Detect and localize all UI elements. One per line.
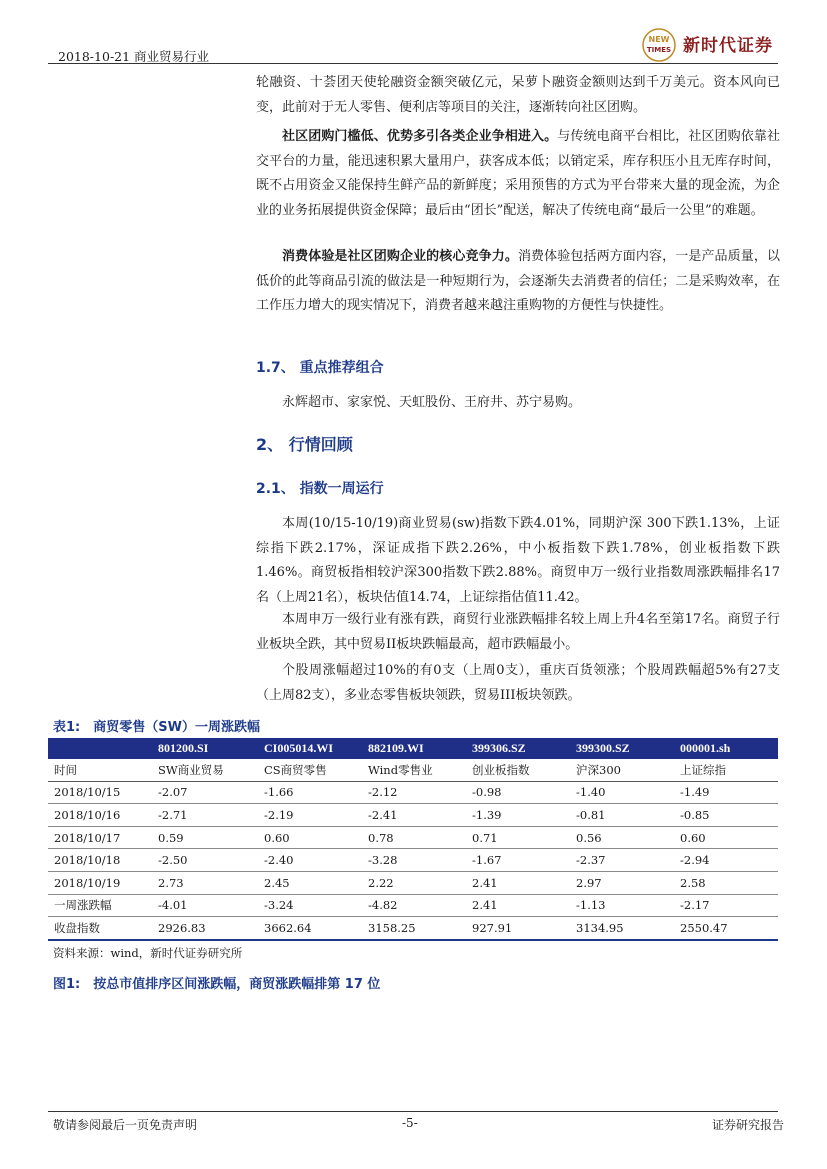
table-header-cell: 882109.WI — [362, 738, 466, 759]
figure-caption: 图1: 按总市值排序区间涨跌幅，商贸涨跌幅排第 17 位 — [53, 977, 381, 992]
table-cell: -2.12 — [362, 781, 466, 804]
table-header-row — [48, 738, 778, 759]
weekly-change-table — [48, 738, 778, 941]
table-cell: 2018/10/16 — [48, 804, 152, 827]
table-cell: 3662.64 — [258, 917, 362, 940]
table-cell: 2.58 — [674, 871, 778, 894]
paragraph-body: 消费体验包括两方面内容，一是产品质量，以低价的此等商品引流的做法是一种短期行为，会逐渐失去消费者的信任；二是采购效率，在工作压力增大的现实情况下，消费者越来越注重购物的方便性与快捷性。 — [256, 249, 780, 313]
table-cell: -1.66 — [258, 781, 362, 804]
paragraph-funding: 轮融资、十荟团天使轮融资金额突破亿元，呆萝卜融资金额则达到千万美元。资本风向已变，此前对于无人零售、便利店等项目的关注，逐渐转向社区团购。 — [256, 75, 780, 115]
table-cell: -0.98 — [466, 781, 570, 804]
table-cell: 2.73 — [152, 871, 258, 894]
table-cell: 上证综指 — [674, 759, 778, 781]
table-cell: 创业板指数 — [466, 759, 570, 781]
page-number: -5- — [402, 1116, 418, 1130]
table-cell: -2.37 — [570, 849, 674, 872]
table-cell: Wind零售业 — [362, 759, 466, 781]
table-header-cell: CI005014.WI — [258, 738, 362, 759]
table-row — [48, 917, 778, 940]
footer-divider — [48, 1111, 778, 1112]
paragraph-industry-ranking: 本周申万一级行业有涨有跌，商贸行业涨跌幅排名较上周上升4名至第17名。商贸子行业板块全跌，其中贸易II板块跌幅最高，超市跌幅最小。 — [256, 612, 780, 652]
company-logo-name: 新时代证券 — [683, 36, 773, 56]
table-cell: 沪深300 — [570, 759, 674, 781]
table-cell: 2018/10/18 — [48, 849, 152, 872]
table-cell: -1.49 — [674, 781, 778, 804]
header-date-industry: 2018-10-21 商业贸易行业 — [58, 49, 210, 64]
table-cell: -4.82 — [362, 894, 466, 917]
table-header-cell: 399300.SZ — [570, 738, 674, 759]
paragraph-index-weekly: 本周(10/15-10/19)商业贸易(sw)指数下跌4.01%，同期沪深 300下跌1.13%，上证综指下跌2.17%，深证成指下跌2.26%，中小板指数下跌1.78%，创业板指数下跌1.46%。商贸板指相较沪深300指数下跌2.88%。商贸申万一级行业指数周涨跌幅排名17名（上周21名），板块估值14.74，上证综指估值11.42。 — [256, 516, 780, 605]
company-logo-icon — [642, 28, 676, 62]
table-source-note: 资料来源：wind，新时代证券研究所 — [53, 946, 243, 960]
table-cell: 3134.95 — [570, 917, 674, 940]
table-cell: 0.56 — [570, 826, 674, 849]
table-cell: 0.60 — [674, 826, 778, 849]
table-cell: 一周涨跌幅 — [48, 894, 152, 917]
table-header-cell: 801200.SI — [152, 738, 258, 759]
table-cell: 2.41 — [466, 894, 570, 917]
table-cell: 0.60 — [258, 826, 362, 849]
table-row — [48, 894, 778, 917]
table-cell: -0.81 — [570, 804, 674, 827]
logo-badge-line-1: NEW — [648, 35, 670, 44]
table-cell: 2018/10/19 — [48, 871, 152, 894]
paragraph-stock-movers: 个股周涨幅超过10%的有0支（上周0支），重庆百货领涨；个股周跌幅超5%有27支（上周82支），多业态零售板块领跌，贸易III板块领跌。 — [256, 663, 780, 703]
table-cell: 2.41 — [466, 871, 570, 894]
table-row — [48, 871, 778, 894]
table-cell: 2.22 — [362, 871, 466, 894]
table-cell: 2.45 — [258, 871, 362, 894]
table-cell: -2.19 — [258, 804, 362, 827]
table-cell: -1.13 — [570, 894, 674, 917]
table-cell: -1.40 — [570, 781, 674, 804]
footer-report-type: 证券研究报告 — [712, 1118, 785, 1132]
table-cell: -2.40 — [258, 849, 362, 872]
table-cell: 2550.47 — [674, 917, 778, 940]
table-caption: 表1: 商贸零售（SW）一周涨跌幅 — [53, 720, 260, 735]
table-header-cell — [48, 738, 152, 759]
table-header-cell: 399306.SZ — [466, 738, 570, 759]
section-heading-1-7: 1.7、 重点推荐组合 — [256, 360, 384, 376]
table-row — [48, 849, 778, 872]
paragraph-community-group-buying — [256, 125, 780, 223]
table-cell: -2.07 — [152, 781, 258, 804]
recommended-portfolio-text: 永辉超市、家家悦、天虹股份、王府井、苏宁易购。 — [282, 395, 582, 410]
table-row — [48, 804, 778, 827]
table-cell: -2.94 — [674, 849, 778, 872]
table-cell: CS商贸零售 — [258, 759, 362, 781]
table-cell: -4.01 — [152, 894, 258, 917]
table-cell: 0.59 — [152, 826, 258, 849]
table-cell: -2.50 — [152, 849, 258, 872]
table-cell: 2018/10/15 — [48, 781, 152, 804]
table-cell: -2.71 — [152, 804, 258, 827]
table-cell: -2.41 — [362, 804, 466, 827]
section-heading-2-1: 2.1、 指数一周运行 — [256, 481, 384, 497]
table-cell: SW商业贸易 — [152, 759, 258, 781]
table-row — [48, 826, 778, 849]
table-cell: 2.97 — [570, 871, 674, 894]
logo-badge-line-2: TIMES — [646, 46, 672, 54]
table-subheader-row — [48, 759, 778, 781]
table-cell: -1.39 — [466, 804, 570, 827]
footer-disclaimer: 敬请参阅最后一页免责声明 — [53, 1118, 198, 1132]
table-cell: 时间 — [48, 759, 152, 781]
table-cell: -0.85 — [674, 804, 778, 827]
table-cell: 2018/10/17 — [48, 826, 152, 849]
table-cell: 2926.83 — [152, 917, 258, 940]
table-cell: 收盘指数 — [48, 917, 152, 940]
table-row — [48, 781, 778, 804]
table-cell: 3158.25 — [362, 917, 466, 940]
paragraph-consumer-experience — [256, 245, 780, 319]
table-cell: -3.24 — [258, 894, 362, 917]
section-heading-2: 2、 行情回顾 — [256, 435, 353, 454]
paragraph-lead-bold: 社区团购门槛低、优势多引各类企业争相进入。 — [282, 129, 558, 144]
paragraph-lead-bold: 消费体验是社区团购企业的核心竞争力。 — [282, 249, 518, 264]
table-cell: -3.28 — [362, 849, 466, 872]
header-divider — [48, 63, 778, 64]
table-cell: -1.67 — [466, 849, 570, 872]
table-cell: -2.17 — [674, 894, 778, 917]
table-header-cell: 000001.sh — [674, 738, 778, 759]
table-cell: 0.78 — [362, 826, 466, 849]
table-cell: 0.71 — [466, 826, 570, 849]
paragraph-body: 与传统电商平台相比，社区团购依靠社交平台的力量，能迅速积累大量用户，获客成本低；以销定采，库存积压小且无库存时间，既不占用资金又能保持生鲜产品的新鲜度；采用预售的方式为平台带来大量的现金流，为企业的业务拓展提供资金保障；最后由“团长”配送，解决了传统电商“最后一公里”的难题。 — [256, 129, 780, 218]
table-cell: 927.91 — [466, 917, 570, 940]
